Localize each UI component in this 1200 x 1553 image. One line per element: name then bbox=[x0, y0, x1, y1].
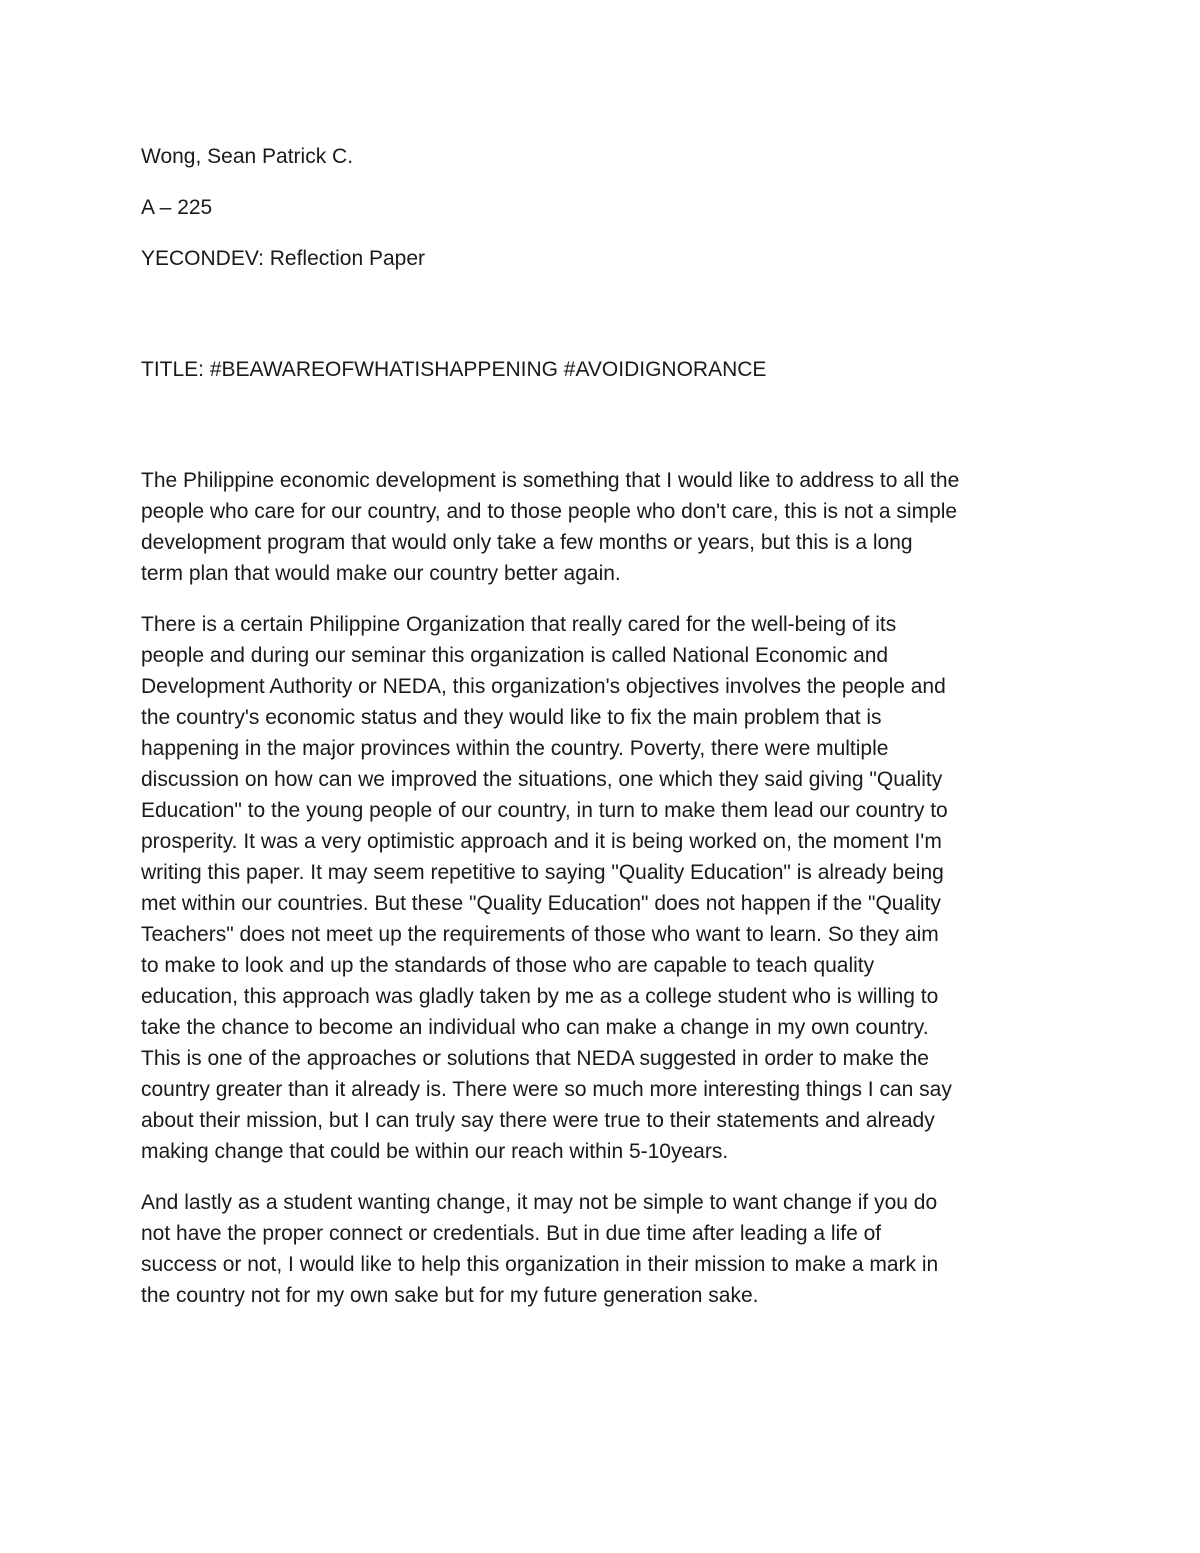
paragraph-line: to make to look and up the standards of those who are capable to teach quality bbox=[141, 954, 875, 977]
paragraph-line: success or not, I would like to help this organization in their mission to make a mark in bbox=[141, 1253, 939, 1276]
paragraph bbox=[141, 609, 1066, 1167]
paragraph-line: term plan that would make our country better again. bbox=[141, 562, 621, 585]
paragraph-line: take the chance to become an individual who can make a change in my own country. bbox=[141, 1016, 929, 1039]
paragraph-line: the country's economic status and they would like to fix the main problem that is bbox=[141, 706, 882, 729]
paragraph bbox=[141, 465, 1066, 589]
paragraph-line: The Philippine economic development is something that I would like to address to all the bbox=[141, 469, 960, 492]
author-name: Wong, Sean Patrick C. bbox=[141, 145, 354, 168]
paragraph-line: writing this paper. It may seem repetitive to saying "Quality Education" is already being bbox=[141, 861, 944, 884]
paragraph-line: Development Authority or NEDA, this organization's objectives involves the people and bbox=[141, 675, 946, 698]
paragraph-line: Education" to the young people of our country, in turn to make them lead our country to bbox=[141, 799, 948, 822]
paragraph-line: education, this approach was gladly taken by me as a college student who is willing to bbox=[141, 985, 939, 1008]
paragraph-line: discussion on how can we improved the situations, one which they said giving "Quality bbox=[141, 768, 943, 791]
paragraph-line: And lastly as a student wanting change, it may not be simple to want change if you do bbox=[141, 1191, 938, 1214]
paragraph-line: not have the proper connect or credentials. But in due time after leading a life of bbox=[141, 1222, 882, 1245]
paragraph-line: the country not for my own sake but for my future generation sake. bbox=[141, 1284, 759, 1307]
paragraph bbox=[141, 1187, 1066, 1311]
paragraph-line: There is a certain Philippine Organization that really cared for the well-being of its bbox=[141, 613, 897, 636]
paragraph-line: making change that could be within our reach within 5-10years. bbox=[141, 1140, 729, 1163]
paragraph-line: prosperity. It was a very optimistic approach and it is being worked on, the moment I'm bbox=[141, 830, 942, 853]
paragraph-line: about their mission, but I can truly say there were true to their statements and already bbox=[141, 1109, 935, 1132]
paragraph-line: Teachers" does not meet up the requirements of those who want to learn. So they aim bbox=[141, 923, 939, 946]
course-title: YECONDEV: Reflection Paper bbox=[141, 247, 426, 270]
paragraph-line: happening in the major provinces within the country. Poverty, there were multiple bbox=[141, 737, 889, 760]
paragraph-line: country greater than it already is. There were so much more interesting things I can say bbox=[141, 1078, 952, 1101]
paragraph-line: This is one of the approaches or solutions that NEDA suggested in order to make the bbox=[141, 1047, 929, 1070]
paragraph-line: met within our countries. But these "Quality Education" does not happen if the "Quality bbox=[141, 892, 941, 915]
paragraph-line: people who care for our country, and to those people who don't care, this is not a simple bbox=[141, 500, 958, 523]
paper-title: TITLE: #BEAWAREOFWHATISHAPPENING #AVOIDIGNORANCE bbox=[141, 358, 767, 381]
paragraph-line: development program that would only take a few months or years, but this is a long bbox=[141, 531, 913, 554]
document-body bbox=[141, 141, 1066, 1311]
section-code: A – 225 bbox=[141, 196, 213, 219]
paragraph-line: people and during our seminar this organization is called National Economic and bbox=[141, 644, 889, 667]
